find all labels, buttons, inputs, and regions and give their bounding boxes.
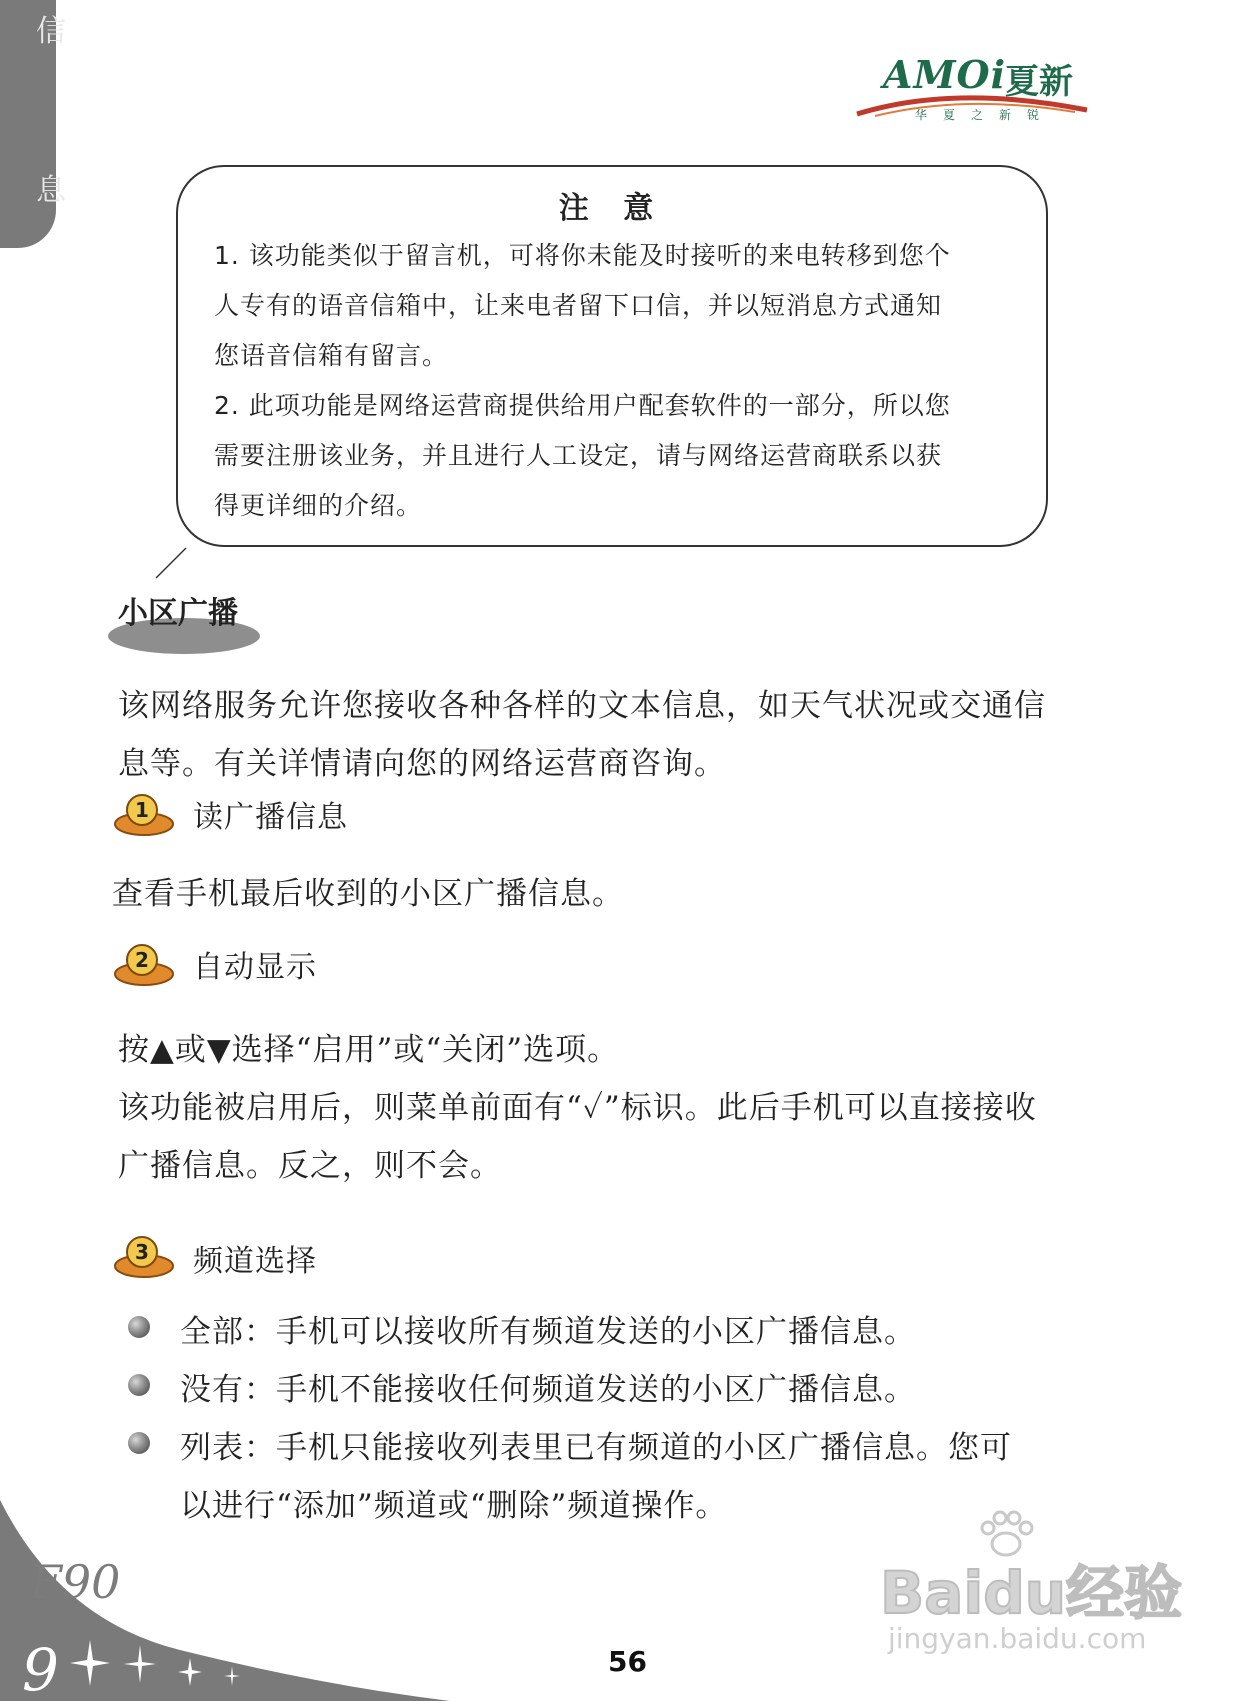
step-3-bullet-continuation: 以进行“添加”频道或“删除”频道操作。 — [180, 1488, 728, 1524]
note-line: 2. 此项功能是网络运营商提供给用户配套软件的一部分，所以您 — [214, 391, 951, 420]
step-1-badge-icon — [112, 790, 176, 838]
note-box — [176, 165, 1048, 547]
page-number: 56 — [608, 1645, 647, 1678]
step-2-number: 2 — [135, 948, 149, 972]
step-1-number: 1 — [135, 798, 149, 822]
note-line: 人专有的语音信箱中，让来电者留下口信，并以短消息方式通知 — [214, 291, 943, 320]
svg-text:9: 9 — [22, 1636, 59, 1701]
side-tab-char: 息 — [36, 173, 66, 208]
section-title: 小区广播 — [118, 596, 238, 631]
logo-brand: AMOi — [883, 52, 1007, 97]
side-tab-char: 信 — [36, 14, 66, 49]
step-1-text: 查看手机最后收到的小区广播信息。 — [112, 876, 624, 912]
note-line: 您语音信箱有留言。 — [214, 341, 449, 370]
step-3-title: 频道选择 — [193, 1244, 317, 1279]
baidu-watermark — [880, 1510, 1200, 1660]
logo-brand-cn: 夏新 — [1005, 62, 1073, 102]
model-name: F90 — [30, 1555, 121, 1609]
step-2-text: 按▲或▼选择“启用”或“关闭”选项。 — [118, 1032, 620, 1068]
step-2-text: 该功能被启用后，则菜单前面有“✓”标识。此后手机可以直接接收 — [118, 1090, 1037, 1126]
bullet-icon — [128, 1432, 150, 1454]
note-line: 1. 该功能类似于留言机，可将你未能及时接听的来电转移到您个 — [214, 241, 951, 270]
step-2-title: 自动显示 — [193, 950, 317, 985]
note-line: 得更详细的介绍。 — [214, 491, 423, 520]
step-2-badge-icon — [112, 940, 176, 988]
watermark-main: Baidu经验 — [880, 1559, 1183, 1627]
brand-logo — [855, 50, 1095, 125]
note-title: 注 意 — [558, 191, 666, 226]
note-pointer-line — [150, 546, 190, 586]
watermark-sub: jingyan.baidu.com — [888, 1622, 1147, 1655]
bullet-icon — [128, 1316, 150, 1338]
step-2-text: 广播信息。反之，则不会。 — [118, 1148, 502, 1184]
note-line: 需要注册该业务，并且进行人工设定，请与网络运营商联系以获 — [214, 441, 943, 470]
step-3-badge-icon — [112, 1232, 176, 1280]
step-3-bullet: 没有：手机不能接收任何频道发送的小区广播信息。 — [180, 1372, 916, 1408]
step-1-title: 读广播信息 — [193, 800, 348, 835]
step-3-bullet: 列表：手机只能接收列表里已有频道的小区广播信息。您可 — [180, 1430, 1012, 1466]
step-3-number: 3 — [135, 1240, 149, 1264]
step-3-bullet: 全部：手机可以接收所有频道发送的小区广播信息。 — [180, 1314, 916, 1350]
bullet-icon — [128, 1374, 150, 1396]
section-intro-line: 该网络服务允许您接收各种各样的文本信息，如天气状况或交通信 — [118, 688, 1046, 724]
side-tab — [0, 0, 66, 248]
logo-tagline: 华夏之新锐 — [915, 108, 1056, 122]
section-intro-line: 息等。有关详情请向您的网络运营商咨询。 — [118, 746, 726, 782]
